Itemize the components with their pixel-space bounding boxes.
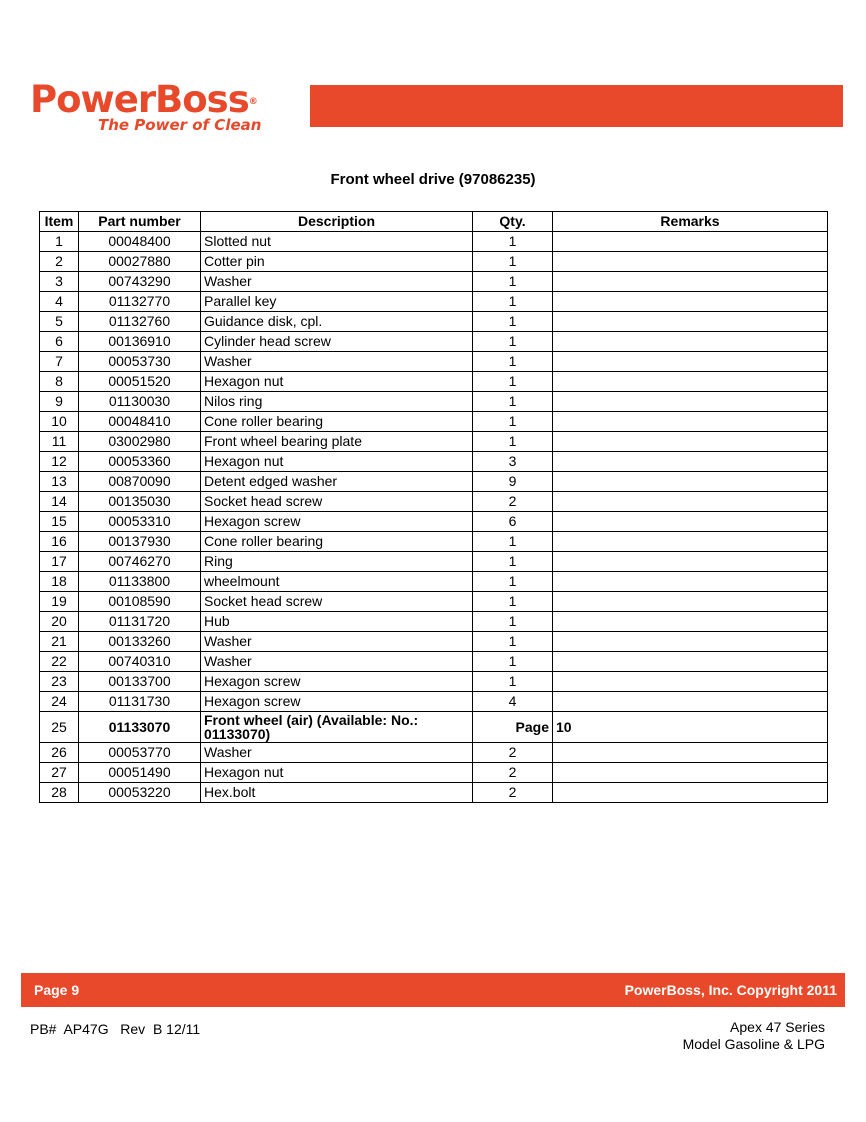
- cell-item: 2: [40, 252, 79, 272]
- table-row: [40, 612, 828, 632]
- cell-item: 15: [40, 512, 79, 532]
- cell-item: 8: [40, 372, 79, 392]
- model-info: [683, 1019, 825, 1053]
- cell-qty: 1: [473, 432, 553, 452]
- table-row: [40, 763, 828, 783]
- cell-item: 1: [40, 232, 79, 252]
- cell-part-number: 00051520: [79, 372, 201, 392]
- cell-qty: 1: [473, 312, 553, 332]
- footer-bar: [21, 973, 845, 1007]
- cell-item: 27: [40, 763, 79, 783]
- cell-description: Hexagon screw: [201, 692, 473, 712]
- cell-part-number: 01131720: [79, 612, 201, 632]
- powerboss-logo: [30, 78, 262, 134]
- table-row: [40, 392, 828, 412]
- cell-item: 17: [40, 552, 79, 572]
- cell-remarks: [553, 652, 828, 672]
- logo-wordmark: PowerBoss®: [30, 78, 258, 121]
- parts-table: [39, 211, 828, 803]
- cell-part-number: 00740310: [79, 652, 201, 672]
- cell-part-number: 01132760: [79, 312, 201, 332]
- cell-description: Washer: [201, 352, 473, 372]
- cell-part-number: 00053770: [79, 743, 201, 763]
- cell-remarks: [553, 272, 828, 292]
- cell-part-number: 00048410: [79, 412, 201, 432]
- cell-part-number: 01130030: [79, 392, 201, 412]
- cell-description: Slotted nut: [201, 232, 473, 252]
- cell-qty: 1: [473, 412, 553, 432]
- table-header-row: [40, 212, 828, 232]
- cell-description: Detent edged washer: [201, 472, 473, 492]
- cell-item: 23: [40, 672, 79, 692]
- cell-qty: 1: [473, 552, 553, 572]
- cell-item: 9: [40, 392, 79, 412]
- cell-item: 26: [40, 743, 79, 763]
- cell-part-number: 00108590: [79, 592, 201, 612]
- cell-item: 4: [40, 292, 79, 312]
- cell-qty: 1: [473, 292, 553, 312]
- cell-qty: 2: [473, 763, 553, 783]
- table-row: [40, 672, 828, 692]
- cell-remarks: [553, 232, 828, 252]
- cell-item: 6: [40, 332, 79, 352]
- cell-description: Hexagon screw: [201, 672, 473, 692]
- table-row: [40, 712, 828, 743]
- document-id: PB# AP47G Rev B 12/11: [30, 1021, 201, 1037]
- table-row: [40, 492, 828, 512]
- table-row: [40, 332, 828, 352]
- cell-description: Washer: [201, 652, 473, 672]
- cell-part-number: 00135030: [79, 492, 201, 512]
- table-row: [40, 272, 828, 292]
- cell-part-number: 00053310: [79, 512, 201, 532]
- cell-description: Nilos ring: [201, 392, 473, 412]
- cell-part-number: 00746270: [79, 552, 201, 572]
- cell-remarks: [553, 432, 828, 452]
- cell-description: Guidance disk, cpl.: [201, 312, 473, 332]
- table-row: [40, 432, 828, 452]
- table-row: [40, 783, 828, 803]
- cell-item: 18: [40, 572, 79, 592]
- cell-remarks: [553, 632, 828, 652]
- cell-part-number: 00137930: [79, 532, 201, 552]
- cell-item: 20: [40, 612, 79, 632]
- cell-item: 3: [40, 272, 79, 292]
- cell-description: Cylinder head screw: [201, 332, 473, 352]
- col-header-part-number: Part number: [79, 212, 201, 232]
- cell-part-number: 01132770: [79, 292, 201, 312]
- table-row: [40, 552, 828, 572]
- cell-part-number: 00053730: [79, 352, 201, 372]
- cell-item: 12: [40, 452, 79, 472]
- page-title: Front wheel drive (97086235): [330, 171, 536, 188]
- col-header-remarks: Remarks: [553, 212, 828, 232]
- cell-qty: 1: [473, 272, 553, 292]
- cell-qty: 1: [473, 532, 553, 552]
- table-row: [40, 452, 828, 472]
- cell-remarks: [553, 783, 828, 803]
- cell-part-number: 00027880: [79, 252, 201, 272]
- cell-item: 28: [40, 783, 79, 803]
- cell-remarks: [553, 372, 828, 392]
- cell-part-number: 00136910: [79, 332, 201, 352]
- cell-remarks: [553, 312, 828, 332]
- cell-qty: 1: [473, 612, 553, 632]
- cell-remarks: [553, 743, 828, 763]
- cell-remarks: [553, 672, 828, 692]
- cell-part-number: 01131730: [79, 692, 201, 712]
- cell-remarks: [553, 252, 828, 272]
- table-row: [40, 743, 828, 763]
- header-accent-bar: [310, 85, 843, 127]
- cell-item: 24: [40, 692, 79, 712]
- cell-remarks: [553, 592, 828, 612]
- cell-part-number: 00133260: [79, 632, 201, 652]
- cell-description: Washer: [201, 743, 473, 763]
- cell-item: 13: [40, 472, 79, 492]
- cell-qty: 2: [473, 492, 553, 512]
- cell-item: 10: [40, 412, 79, 432]
- cell-part-number: 00053220: [79, 783, 201, 803]
- cell-qty: 4: [473, 692, 553, 712]
- cell-qty: 1: [473, 332, 553, 352]
- cell-description: Ring: [201, 552, 473, 572]
- cell-remarks: [553, 552, 828, 572]
- cell-item: 14: [40, 492, 79, 512]
- table-row: [40, 412, 828, 432]
- cell-description: Hex.bolt: [201, 783, 473, 803]
- cell-qty: 1: [473, 252, 553, 272]
- cell-part-number: 00051490: [79, 763, 201, 783]
- table-row: [40, 232, 828, 252]
- cell-part-number: 01133070: [79, 712, 201, 743]
- cell-qty: 1: [473, 592, 553, 612]
- cell-part-number: 00053360: [79, 452, 201, 472]
- cell-part-number: 00048400: [79, 232, 201, 252]
- footer-page-number: Page 9: [34, 982, 80, 998]
- table-row: [40, 572, 828, 592]
- cell-description: Hexagon nut: [201, 452, 473, 472]
- cell-remarks: [553, 512, 828, 532]
- cell-remarks: [553, 612, 828, 632]
- cell-remarks: [553, 292, 828, 312]
- col-header-item: Item: [40, 212, 79, 232]
- cell-qty: 1: [473, 372, 553, 392]
- table-row: [40, 372, 828, 392]
- cell-remarks: [553, 692, 828, 712]
- table-row: [40, 532, 828, 552]
- cell-qty: 1: [473, 352, 553, 372]
- table-row: [40, 252, 828, 272]
- cell-item: 22: [40, 652, 79, 672]
- table-row: [40, 352, 828, 372]
- cell-item: 5: [40, 312, 79, 332]
- model-label: Model Gasoline & LPG: [682, 1036, 825, 1052]
- cell-remarks: [553, 572, 828, 592]
- cell-remarks: 10: [553, 712, 828, 743]
- cell-qty: 1: [473, 232, 553, 252]
- cell-description: Washer: [201, 632, 473, 652]
- table-row: [40, 472, 828, 492]
- cell-description: Cone roller bearing: [201, 532, 473, 552]
- cell-description: Socket head screw: [201, 592, 473, 612]
- cell-description: Front wheel bearing plate: [201, 432, 473, 452]
- cell-item: 19: [40, 592, 79, 612]
- table-row: [40, 692, 828, 712]
- table-row: [40, 312, 828, 332]
- cell-remarks: [553, 472, 828, 492]
- cell-qty: 1: [473, 652, 553, 672]
- cell-description: Socket head screw: [201, 492, 473, 512]
- cell-item: 25: [40, 712, 79, 743]
- cell-description: Hexagon screw: [201, 512, 473, 532]
- cell-remarks: [553, 532, 828, 552]
- table-row: [40, 292, 828, 312]
- cell-description: Hexagon nut: [201, 372, 473, 392]
- table-row: [40, 652, 828, 672]
- cell-qty: 9: [473, 472, 553, 492]
- cell-remarks: [553, 763, 828, 783]
- cell-remarks: [553, 392, 828, 412]
- cell-description: Hub: [201, 612, 473, 632]
- cell-qty: 1: [473, 672, 553, 692]
- cell-part-number: 00133700: [79, 672, 201, 692]
- cell-qty: 1: [473, 392, 553, 412]
- cell-description: Cone roller bearing: [201, 412, 473, 432]
- cell-qty: 3: [473, 452, 553, 472]
- footer-copyright: PowerBoss, Inc. Copyright 2011: [624, 982, 837, 998]
- cell-description: wheelmount: [201, 572, 473, 592]
- cell-part-number: 00870090: [79, 472, 201, 492]
- cell-part-number: 00743290: [79, 272, 201, 292]
- cell-qty: 2: [473, 743, 553, 763]
- cell-qty: Page: [473, 712, 553, 743]
- cell-description: Washer: [201, 272, 473, 292]
- cell-item: 11: [40, 432, 79, 452]
- cell-remarks: [553, 452, 828, 472]
- cell-remarks: [553, 352, 828, 372]
- logo-tagline: The Power of Clean: [98, 116, 262, 134]
- cell-part-number: 01133800: [79, 572, 201, 592]
- cell-remarks: [553, 412, 828, 432]
- col-header-description: Description: [201, 212, 473, 232]
- series-label: Apex 47 Series: [730, 1019, 825, 1035]
- cell-qty: 1: [473, 572, 553, 592]
- cell-item: 21: [40, 632, 79, 652]
- cell-remarks: [553, 332, 828, 352]
- cell-description: Front wheel (air) (Available: No.: 01133070): [201, 712, 473, 743]
- table-row: [40, 632, 828, 652]
- cell-part-number: 03002980: [79, 432, 201, 452]
- cell-description: Parallel key: [201, 292, 473, 312]
- table-row: [40, 592, 828, 612]
- cell-qty: 6: [473, 512, 553, 532]
- cell-item: 7: [40, 352, 79, 372]
- table-row: [40, 512, 828, 532]
- cell-item: 16: [40, 532, 79, 552]
- cell-remarks: [553, 492, 828, 512]
- cell-qty: 2: [473, 783, 553, 803]
- col-header-qty: Qty.: [473, 212, 553, 232]
- cell-description: Cotter pin: [201, 252, 473, 272]
- cell-description: Hexagon nut: [201, 763, 473, 783]
- cell-qty: 1: [473, 632, 553, 652]
